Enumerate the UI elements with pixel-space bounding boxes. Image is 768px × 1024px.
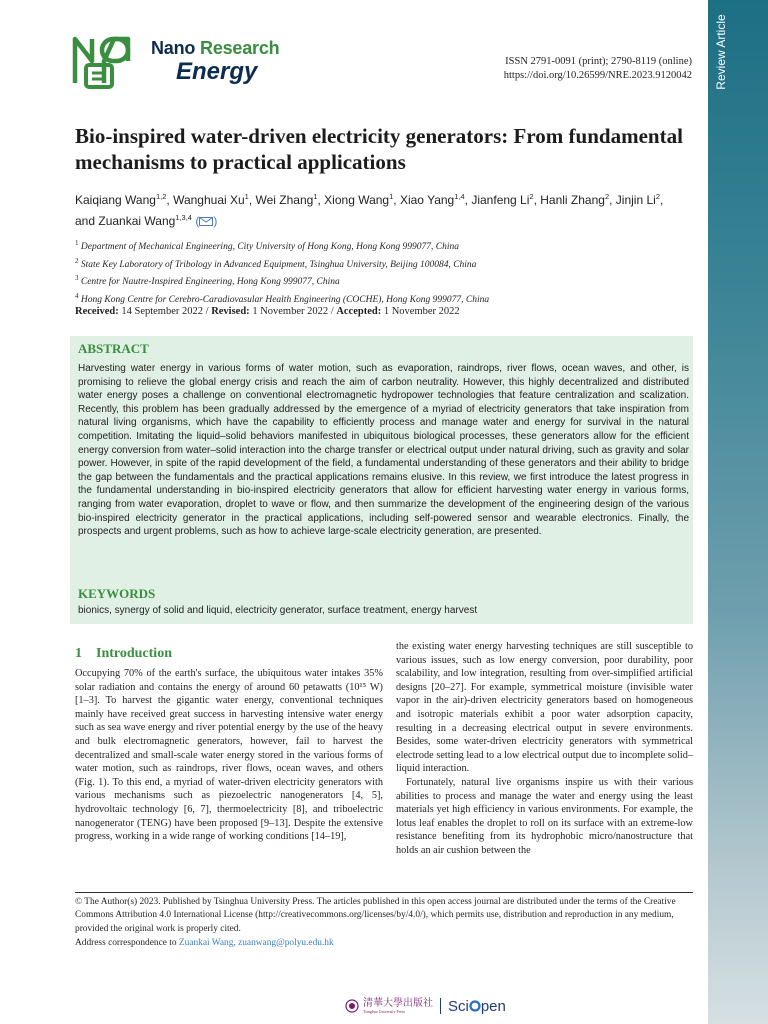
email-icon[interactable]: ( )	[195, 214, 218, 228]
side-color-bar	[708, 0, 768, 1024]
abstract-text: Harvesting water energy in various forms of water motion, such as evaporation, raindrops, river flows, ocean waves, and other, is promising to relieve the global energy crisis and reach the aim of carbon neutrality. However, this highly decentralized and distributed water energy poses a challenge on conventional electromagnetic hydropower technologies that feature centralization and scalization. Recently, this problem has been gradually addressed by the emergence of a myriad of electricity generators that take inspiration from natural living organisms, which have the capability to efficiently process and manage water and energy for survival in the natural competition. Imitating the liquid–solid behaviors manifested in ubiquitous biological processes, these generators allow for the efficient energy conversion from water–solid interaction into the charge transfer or electrical output under natural driving, such as gravity and solar power. However, in spite of the rapid development of the field, a fundamental understanding of these generators and their ability to bridge the gap between the fundamentals and the practical applications remains elusive. In this review, we first introduce the latest progress in the fundamental understanding in bio-inspired electricity generators that allow for efficient harvesting water energy in various forms, ranging from water evaporation, droplet to wave or flow, and then summarize the development of the engineering design of the various bio-inspired electricity generator in the practical applications, including self-powered sensor and wearable electronics. Finally, the prospects and urgent problems, such as how to achieve large-scale electricity generation, are presented.	[78, 363, 689, 538]
publisher-logos	[345, 996, 506, 1016]
author: Kaiqiang Wang	[75, 193, 156, 207]
footnote-divider	[75, 892, 693, 893]
correspondence-address: Address correspondence to Zuankai Wang, zuanwang@polyu.edu.hk	[75, 938, 334, 948]
keywords-heading: KEYWORDS	[78, 586, 156, 601]
article-type-label: Review Article	[714, 14, 728, 90]
license-notice: © The Author(s) 2023. Published by Tsinghua University Press. The articles published in this open access journal are distributed under the terms of the Creative Commons Attribution 4.0 International License (http://creativecommons.org/licenses/by/4.0/), which permits use, distribution and reproduction in any medium, provided the original work is properly cited.	[75, 897, 676, 934]
paragraph: the existing water energy harvesting techniques are still susceptible to various issues, such as low energy conversion, poor durability, poor scalability, and low integration, resulting from over-simplified artificial designs [20–27]. For example, symmetrical moisture (invisible water vapor in the air)-driven electricity generators based on homogeneous and isotropic materials exhibit a poor water adsorption capacity, resulting in a decreasing electrical output in severe environments. Besides, some water-driven electricity generators with symmetrical electrode setting lead to a low electrical output due to incomplete solid–liquid interaction.	[396, 641, 693, 775]
affiliation: $^4$ Hong Kong Centre for Cerebro-Caradiovasular Health Engineering (COCHE), Hong Kong 999077, China	[75, 291, 490, 306]
author: Zuankai Wang	[98, 214, 176, 228]
author-list: Kaiqiang Wang$^{1,2}$, Wanghuai Xu$^1$, Wei Zhang$^1$, Xiong Wang$^1$, Xiao Yang$^{1,4}$, Jianfeng Li$^2$, Hanli Zhang$^2$, Jinjin Li$^2$, and Zuankai Wang$^{1,3,4}$ ( )	[75, 192, 664, 228]
paragraph: Occupying 70% of the earth's surface, the ubiquitous water intakes 35% solar radiation and contains the energy of around 60 petawatts (10¹⁵ W) [1–3]. To harvest the gigantic water energy, conventional techniques mainly have received great success in harvesting intensive water energy such as sea wave energy and river potential energy by the use of the heavy and bulk electromagnetic generators, however, fail to harvest the decentralized and small-scale water energy stored in the various forms of water motion, such as raindrops, river flows, ocean waves, and others (Fig. 1). To this end, a myriad of water-driven electricity generators with various mechanisms such as piezoelectric nanogenerators [4, 5], hydrovoltaic technology [6, 7], thermoelectricity [8], and triboelectric nanogenerator (TENG) have been proposed [9–13]. Despite the extensive progress, working in a wide range of working conditions [14–19],	[75, 668, 383, 843]
author: Hanli Zhang	[540, 193, 605, 207]
author: Jinjin Li	[615, 193, 656, 207]
author: Jianfeng Li	[471, 193, 530, 207]
journal-name-line2: Energy	[176, 58, 258, 85]
section-heading-introduction: 1 Introduction	[75, 646, 172, 661]
author: Xiong Wang	[324, 193, 390, 207]
publication-dates: Received: 14 September 2022 / Revised: 1 November 2022 / Accepted: 1 November 2022	[75, 306, 460, 317]
affiliation: $^2$ State Key Laboratory of Tribology in Advanced Equipment, Tsinghua University, Beijing 100084, China	[75, 256, 477, 270]
sciopen-logo-icon: Sci pen	[448, 997, 506, 1015]
logo-divider	[440, 998, 441, 1014]
paper-title: Bio-inspired water-driven electricity generators: From fundamental mechanisms to practical applications	[75, 124, 683, 174]
author: Wei Zhang	[255, 193, 314, 207]
paragraph: Fortunately, natural live organisms inspire us with their various abilities to process and manage the water and energy using the least materials yet high efficiency in various environments. For example, the lotus leaf enables the droplet to roll on its surface with an extreme-low resistance benefiting from its hydrophobic micro/nanostructure that holds an air cushion between the	[396, 776, 693, 856]
affiliations	[75, 237, 489, 308]
affiliation: $^3$ Centre for Nautre-Inspired Engineering, Hong Kong 999077, China	[75, 274, 340, 288]
journal-name-line1: Nano Research	[151, 38, 280, 58]
keywords-text: bionics, synergy of solid and liquid, electricity generator, surface treatment, energy harvest	[78, 605, 478, 616]
doi-link[interactable]: https://doi.org/10.26599/NRE.2023.9120042	[503, 70, 692, 81]
body-column-left	[75, 667, 383, 844]
author: Wanghuai Xu	[173, 193, 245, 207]
affiliation: $^1$ Department of Mechanical Engineering, City University of Hong Kong, Hong Kong 999077, China	[75, 239, 459, 253]
author: Xiao Yang	[399, 193, 455, 207]
issn: ISSN 2791-0091 (print); 2790-8119 (online)	[505, 56, 692, 67]
journal-logo-icon	[72, 33, 132, 91]
tsinghua-press-logo-icon	[345, 999, 359, 1013]
body-column-right	[396, 640, 693, 858]
abstract-heading: ABSTRACT	[78, 341, 149, 356]
correspondence-link[interactable]: Zuankai Wang, zuanwang@polyu.edu.hk	[178, 938, 334, 948]
tsinghua-press-name: 清華大學出版社 Tsinghua University Press	[363, 997, 433, 1014]
